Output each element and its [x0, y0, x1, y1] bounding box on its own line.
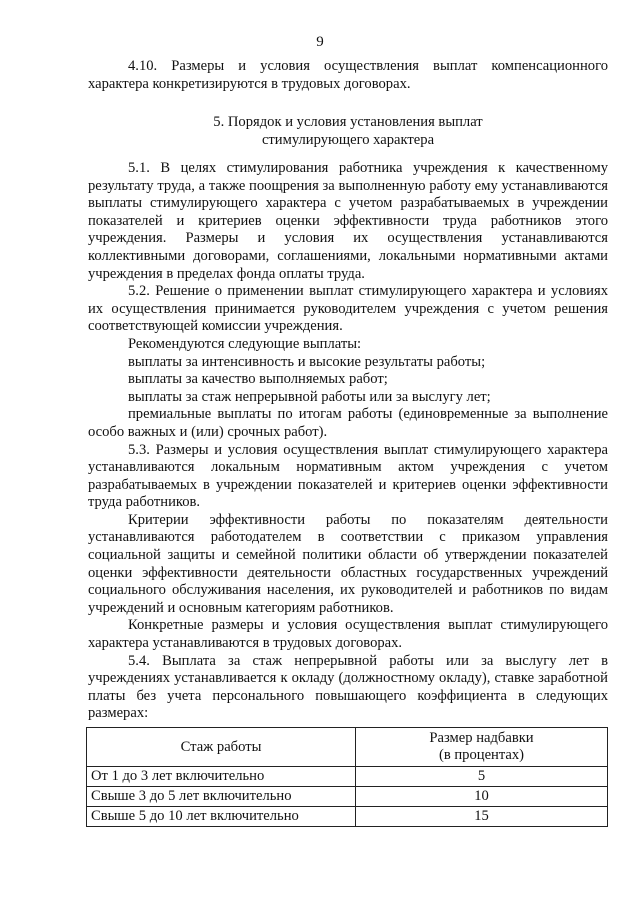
table-row	[87, 787, 608, 807]
list-item: выплаты за стаж непрерывной работы или за выслугу лет;	[128, 388, 491, 405]
row-period: Свыше 5 до 10 лет включительно	[87, 807, 356, 827]
row-percent: 10	[356, 787, 608, 807]
paragraph-5-2: 5.2. Решение о применении выплат стимулирующего характера и условиях их осуществления принимается руководителем учреждения с учетом решения соответствующей комиссии учреждения.	[88, 283, 608, 335]
section-5-title-line1: 5. Порядок и условия установления выплат	[213, 114, 483, 130]
header-bonus-size-line1: Размер надбавки	[429, 730, 534, 746]
row-percent: 15	[356, 807, 608, 827]
criteria-paragraph: Критерии эффективности работы по показателям деятельности устанавливаются работодателем в соответствии с приказом управления социальной защиты и семейной политики области об утверждении показателей оценки эффективности деятельности областных государственных учреждений социального обслуживания населения, их руководителей и работников по видам учреждений и основным категориям работников.	[88, 511, 608, 616]
list-item: выплаты за интенсивность и высокие результаты работы;	[128, 353, 486, 370]
section-5-title-line2: стимулирующего характера	[261, 132, 435, 148]
section-5-heading	[88, 113, 608, 149]
paragraph-4-10-block	[88, 58, 608, 93]
section-5-body	[88, 160, 608, 723]
row-period: От 1 до 3 лет включительно	[87, 767, 356, 787]
seniority-bonus-table	[86, 727, 608, 827]
specific-sizes-paragraph: Конкретные размеры и условия осуществления выплат стимулирующего характера устанавливаются в трудовых договорах.	[88, 617, 608, 652]
table-row	[87, 767, 608, 787]
paragraph-4-10: 4.10. Размеры и условия осуществления выплат компенсационного характера конкретизируются в трудовых договорах.	[88, 58, 608, 92]
table-header-row	[87, 728, 608, 767]
row-period: Свыше 3 до 5 лет включительно	[87, 787, 356, 807]
paragraph-5-3: 5.3. Размеры и условия осуществления выплат стимулирующего характера устанавливаются локальным нормативным актом учреждения с учетом разрабатываемых в учреждении показателей и критериев оценки эффективности труда работников.	[88, 441, 608, 511]
header-seniority: Стаж работы	[87, 728, 356, 767]
paragraph-5-4: 5.4. Выплата за стаж непрерывной работы или за выслугу лет в учреждениях устанавливается к окладу (должностному окладу), ставке заработной платы без учета персонального повышающего коэффициента в следующих размерах:	[88, 652, 608, 722]
header-bonus-size	[356, 728, 608, 767]
list-item: премиальные выплаты по итогам работы (единовременные за выполнение особо важных и (или) срочных работ).	[88, 406, 608, 440]
row-percent: 5	[356, 767, 608, 787]
paragraph-5-1: 5.1. В целях стимулирования работника учреждения к качественному результату труда, а также поощрения за выполненную работу ему устанавливаются выплаты стимулирующего характера с учетом разрабатываемых в учреждении показателей и критериев оценки эффективности труда работников этого учреждения. Размеры и условия их осуществления устанавливаются коллективными договорами, соглашениями, локальными нормативными актами учреждения в пределах фонда оплаты труда.	[88, 160, 608, 282]
header-bonus-size-line2: (в процентах)	[438, 747, 525, 763]
page-number: 9	[316, 34, 324, 50]
list-item: выплаты за качество выполняемых работ;	[128, 371, 388, 388]
table-row	[87, 807, 608, 827]
recommended-payments-intro: Рекомендуются следующие выплаты:	[128, 335, 362, 352]
